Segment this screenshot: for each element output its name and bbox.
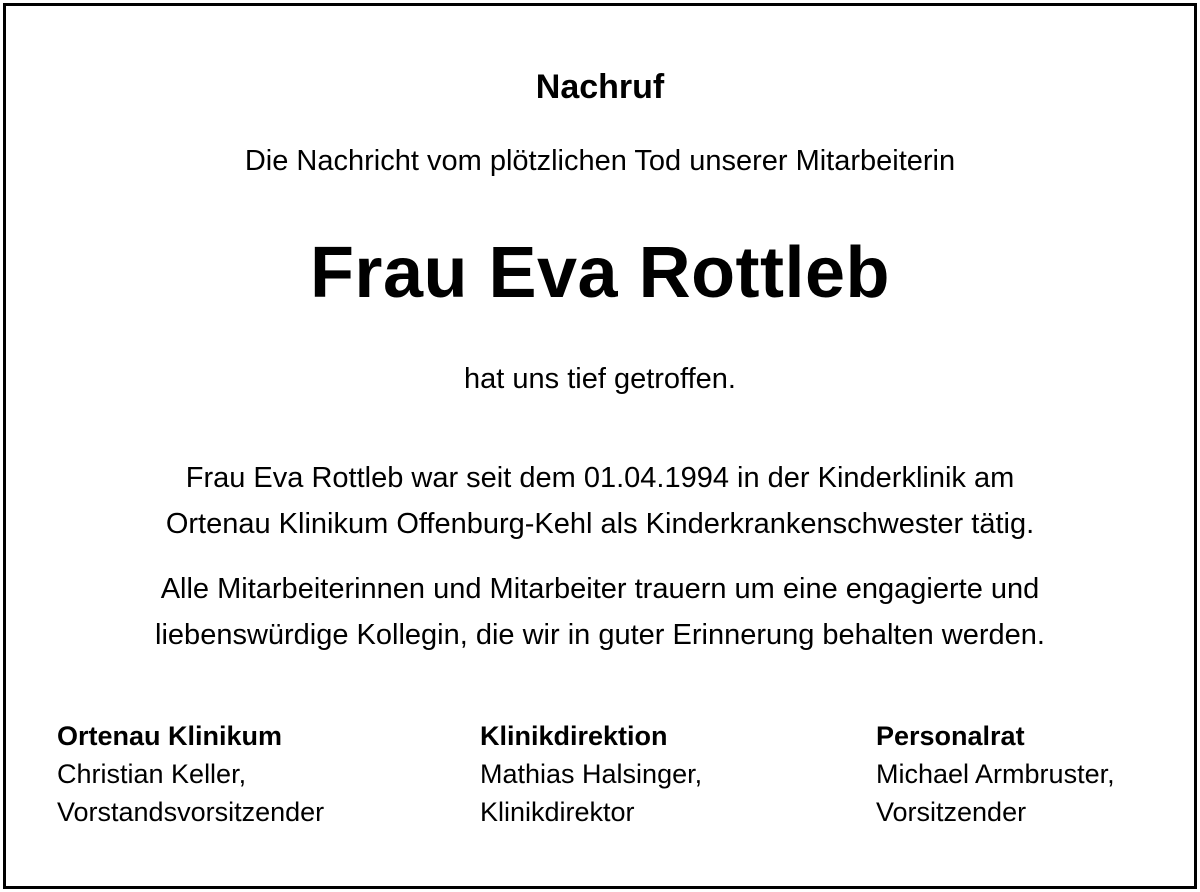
signature-org: Ortenau Klinikum [57,721,283,751]
paragraph-line: Alle Mitarbeiterinnen und Mitarbeiter trauern um eine engagierte und [160,573,1040,605]
signature-org: Klinikdirektion [480,721,668,751]
signature-block-personalrat [876,717,1115,831]
paragraph-line: liebenswürdige Kollegin, die wir in guter Erinnerung behalten werden. [155,619,1045,651]
notice-intro: Die Nachricht vom plötzlichen Tod unserer Mitarbeiterin [244,145,956,177]
signature-role: Klinikdirektor [480,797,635,827]
signature-block-ortenau-klinikum [57,717,324,831]
paragraph-line: Ortenau Klinikum Offenburg-Kehl als Kinderkrankenschwester tätig. [165,508,1035,540]
signature-org: Personalrat [876,721,1025,751]
notice-heading: Nachruf [535,68,665,106]
signature-person: Michael Armbruster, [876,759,1115,789]
deceased-name: Frau Eva Rottleb [309,233,891,313]
signature-person: Mathias Halsinger, [480,759,703,789]
signature-role: Vorsitzender [876,797,1027,827]
notice-paragraph-employment [0,455,1200,547]
notice-paragraph-mourning [0,566,1200,658]
signature-block-klinikdirektion [480,717,702,831]
signature-role: Vorstandsvorsitzender [57,797,325,827]
paragraph-line: Frau Eva Rottleb war seit dem 01.04.1994 in der Kinderklinik am [185,462,1015,494]
notice-after-name: hat uns tief getroffen. [464,363,736,395]
signature-person: Christian Keller, [57,759,247,789]
